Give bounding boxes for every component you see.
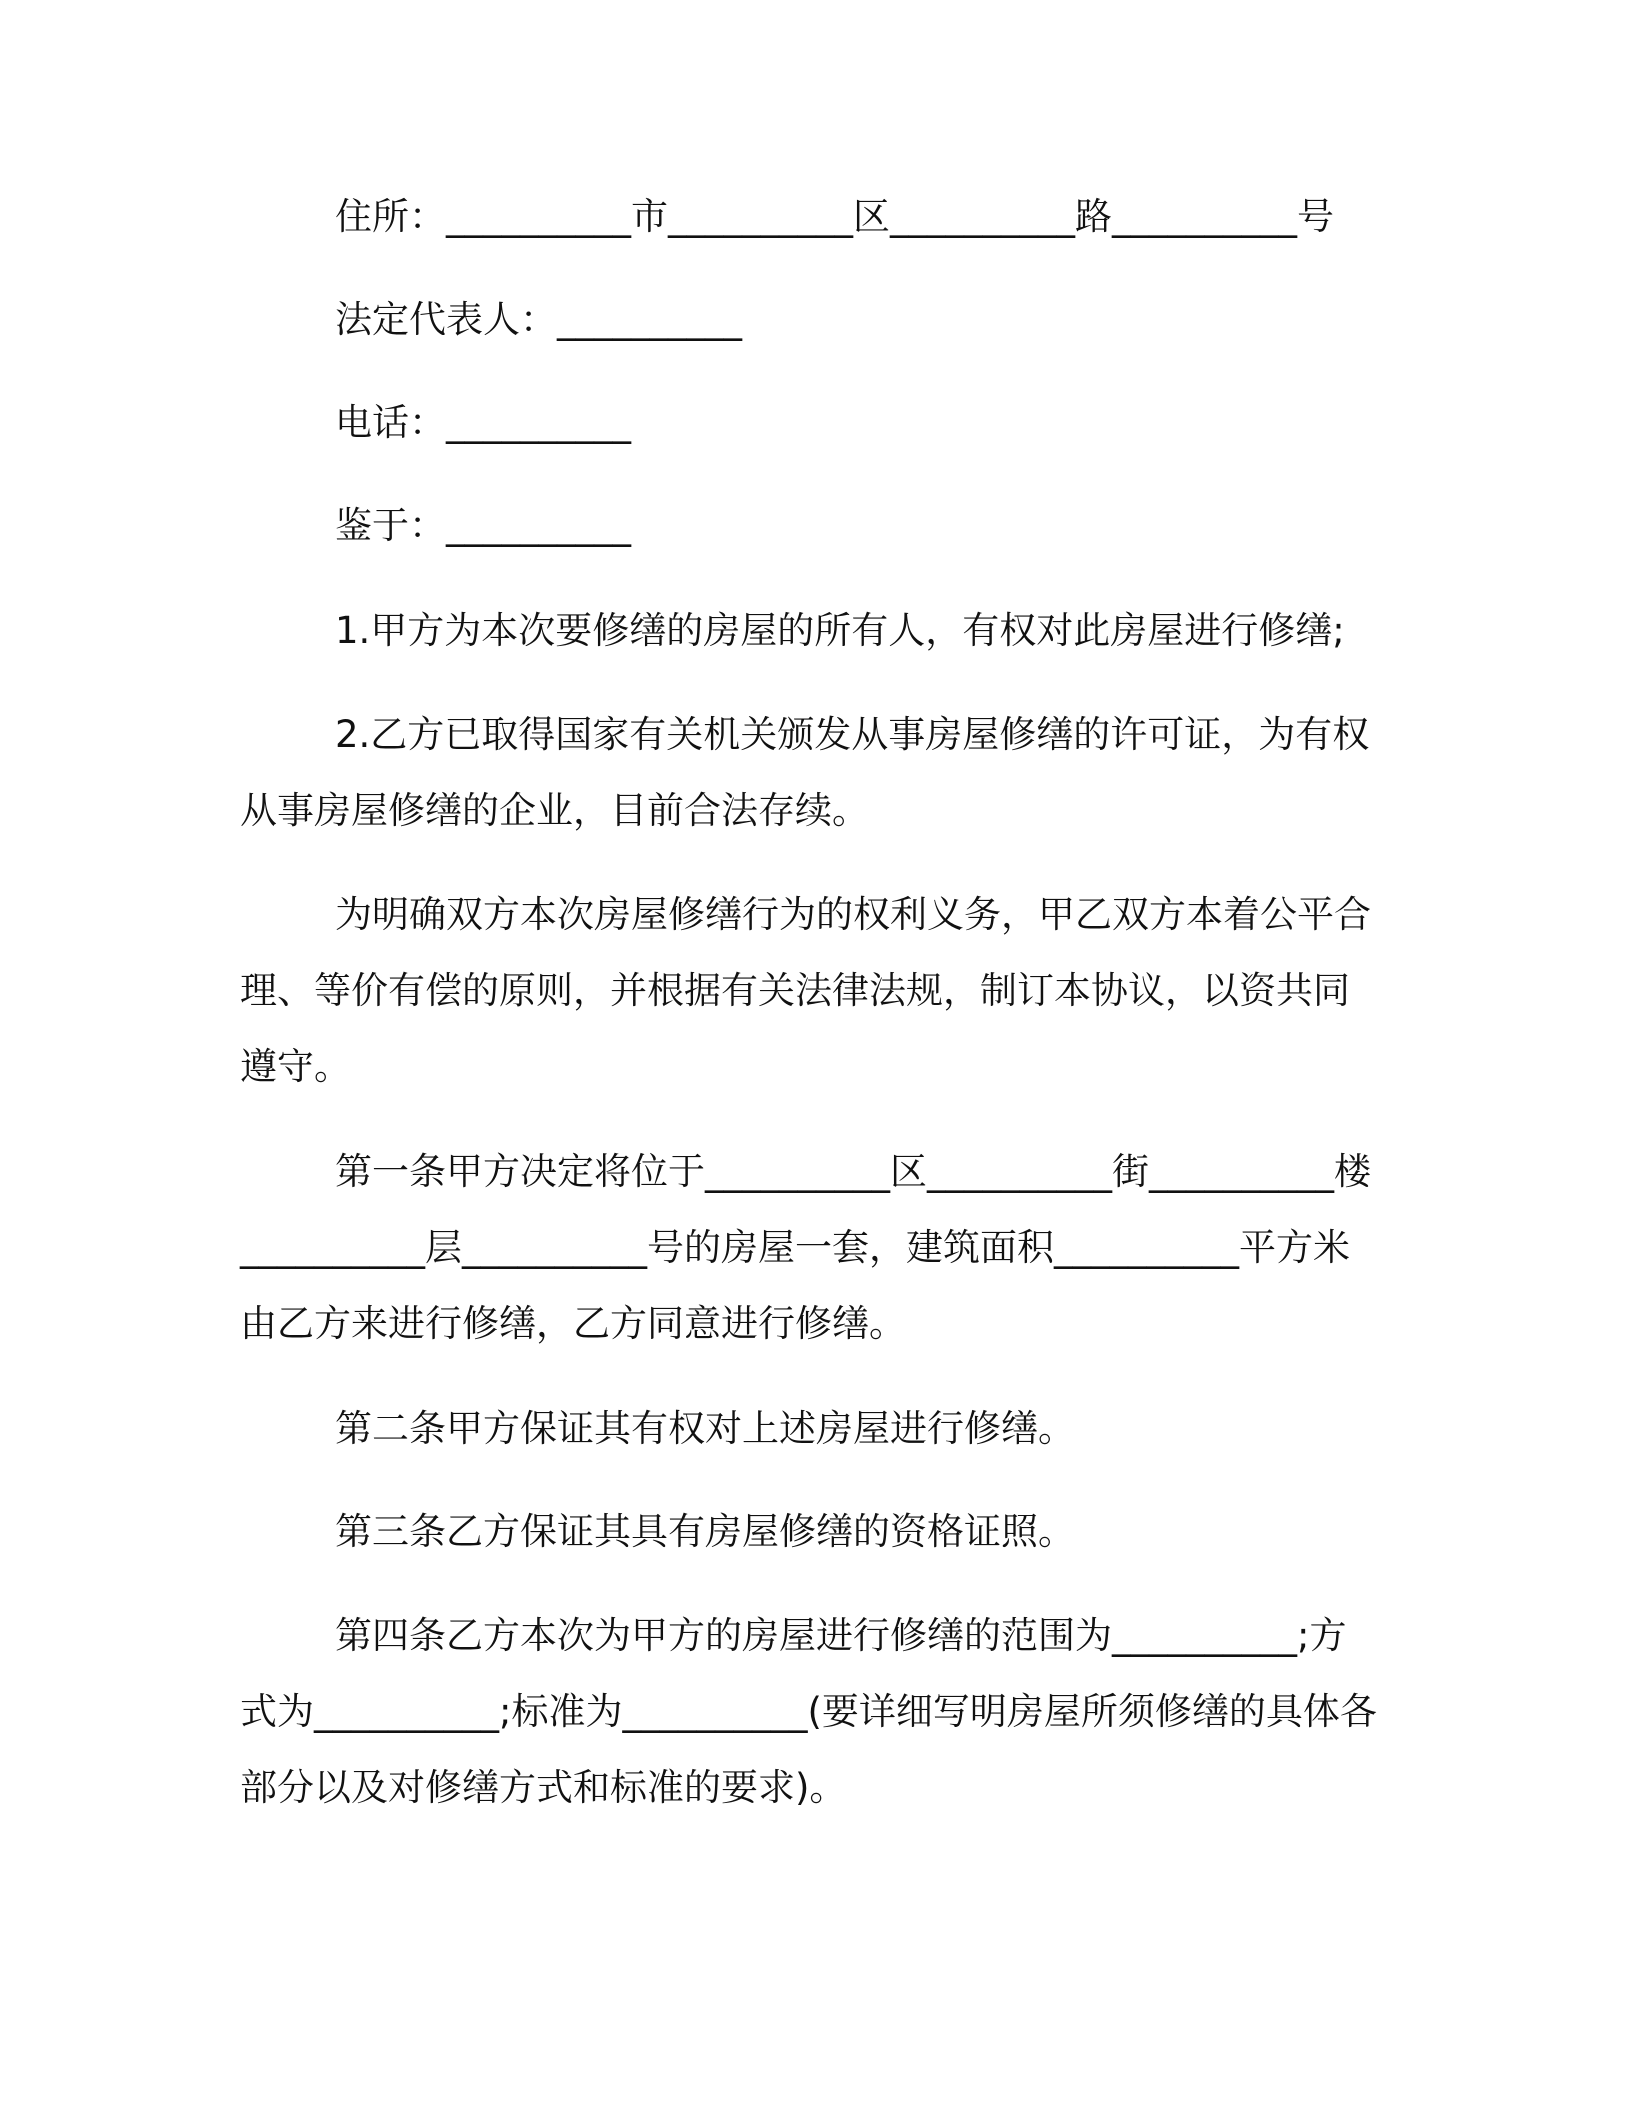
preamble-line-1: 为明确双方本次房屋修缮行为的权利义务，甲乙双方本着公平合 bbox=[335, 893, 1371, 936]
preamble-line-3: 遵守。 bbox=[240, 1045, 351, 1088]
preamble-line-2: 理、等价有偿的原则，并根据有关法律法规，制订本协议，以资共同 bbox=[240, 969, 1350, 1012]
article-4-line-3: 部分以及对修缮方式和标准的要求)。 bbox=[240, 1766, 847, 1809]
article-1-line-2: __________层__________号的房屋一套，建筑面积__________平方米 bbox=[240, 1226, 1350, 1269]
article-1-line-1: 第一条甲方决定将位于__________区__________街__________楼 bbox=[335, 1150, 1371, 1193]
article-3: 第三条乙方保证其具有房屋修缮的资格证照。 bbox=[335, 1510, 1075, 1553]
address-line: 住所：__________市__________区__________路__________号 bbox=[335, 195, 1334, 238]
recital-item-2-line-2: 从事房屋修缮的企业，目前合法存续。 bbox=[240, 789, 869, 832]
article-4-line-2: 式为__________;标准为__________(要详细写明房屋所须修缮的具体各 bbox=[240, 1690, 1377, 1733]
article-2: 第二条甲方保证其有权对上述房屋进行修缮。 bbox=[335, 1407, 1075, 1450]
article-1-line-3: 由乙方来进行修缮，乙方同意进行修缮。 bbox=[240, 1302, 906, 1345]
article-4-line-1: 第四条乙方本次为甲方的房屋进行修缮的范围为__________;方 bbox=[335, 1614, 1347, 1657]
whereas-line: 鉴于：__________ bbox=[335, 504, 631, 547]
recital-item-1: 1.甲方为本次要修缮的房屋的所有人，有权对此房屋进行修缮; bbox=[335, 609, 1345, 652]
recital-item-2-line-1: 2.乙方已取得国家有关机关颁发从事房屋修缮的许可证，为有权 bbox=[335, 713, 1370, 756]
legal-rep-line: 法定代表人：__________ bbox=[335, 298, 742, 341]
phone-line: 电话：__________ bbox=[335, 401, 631, 444]
